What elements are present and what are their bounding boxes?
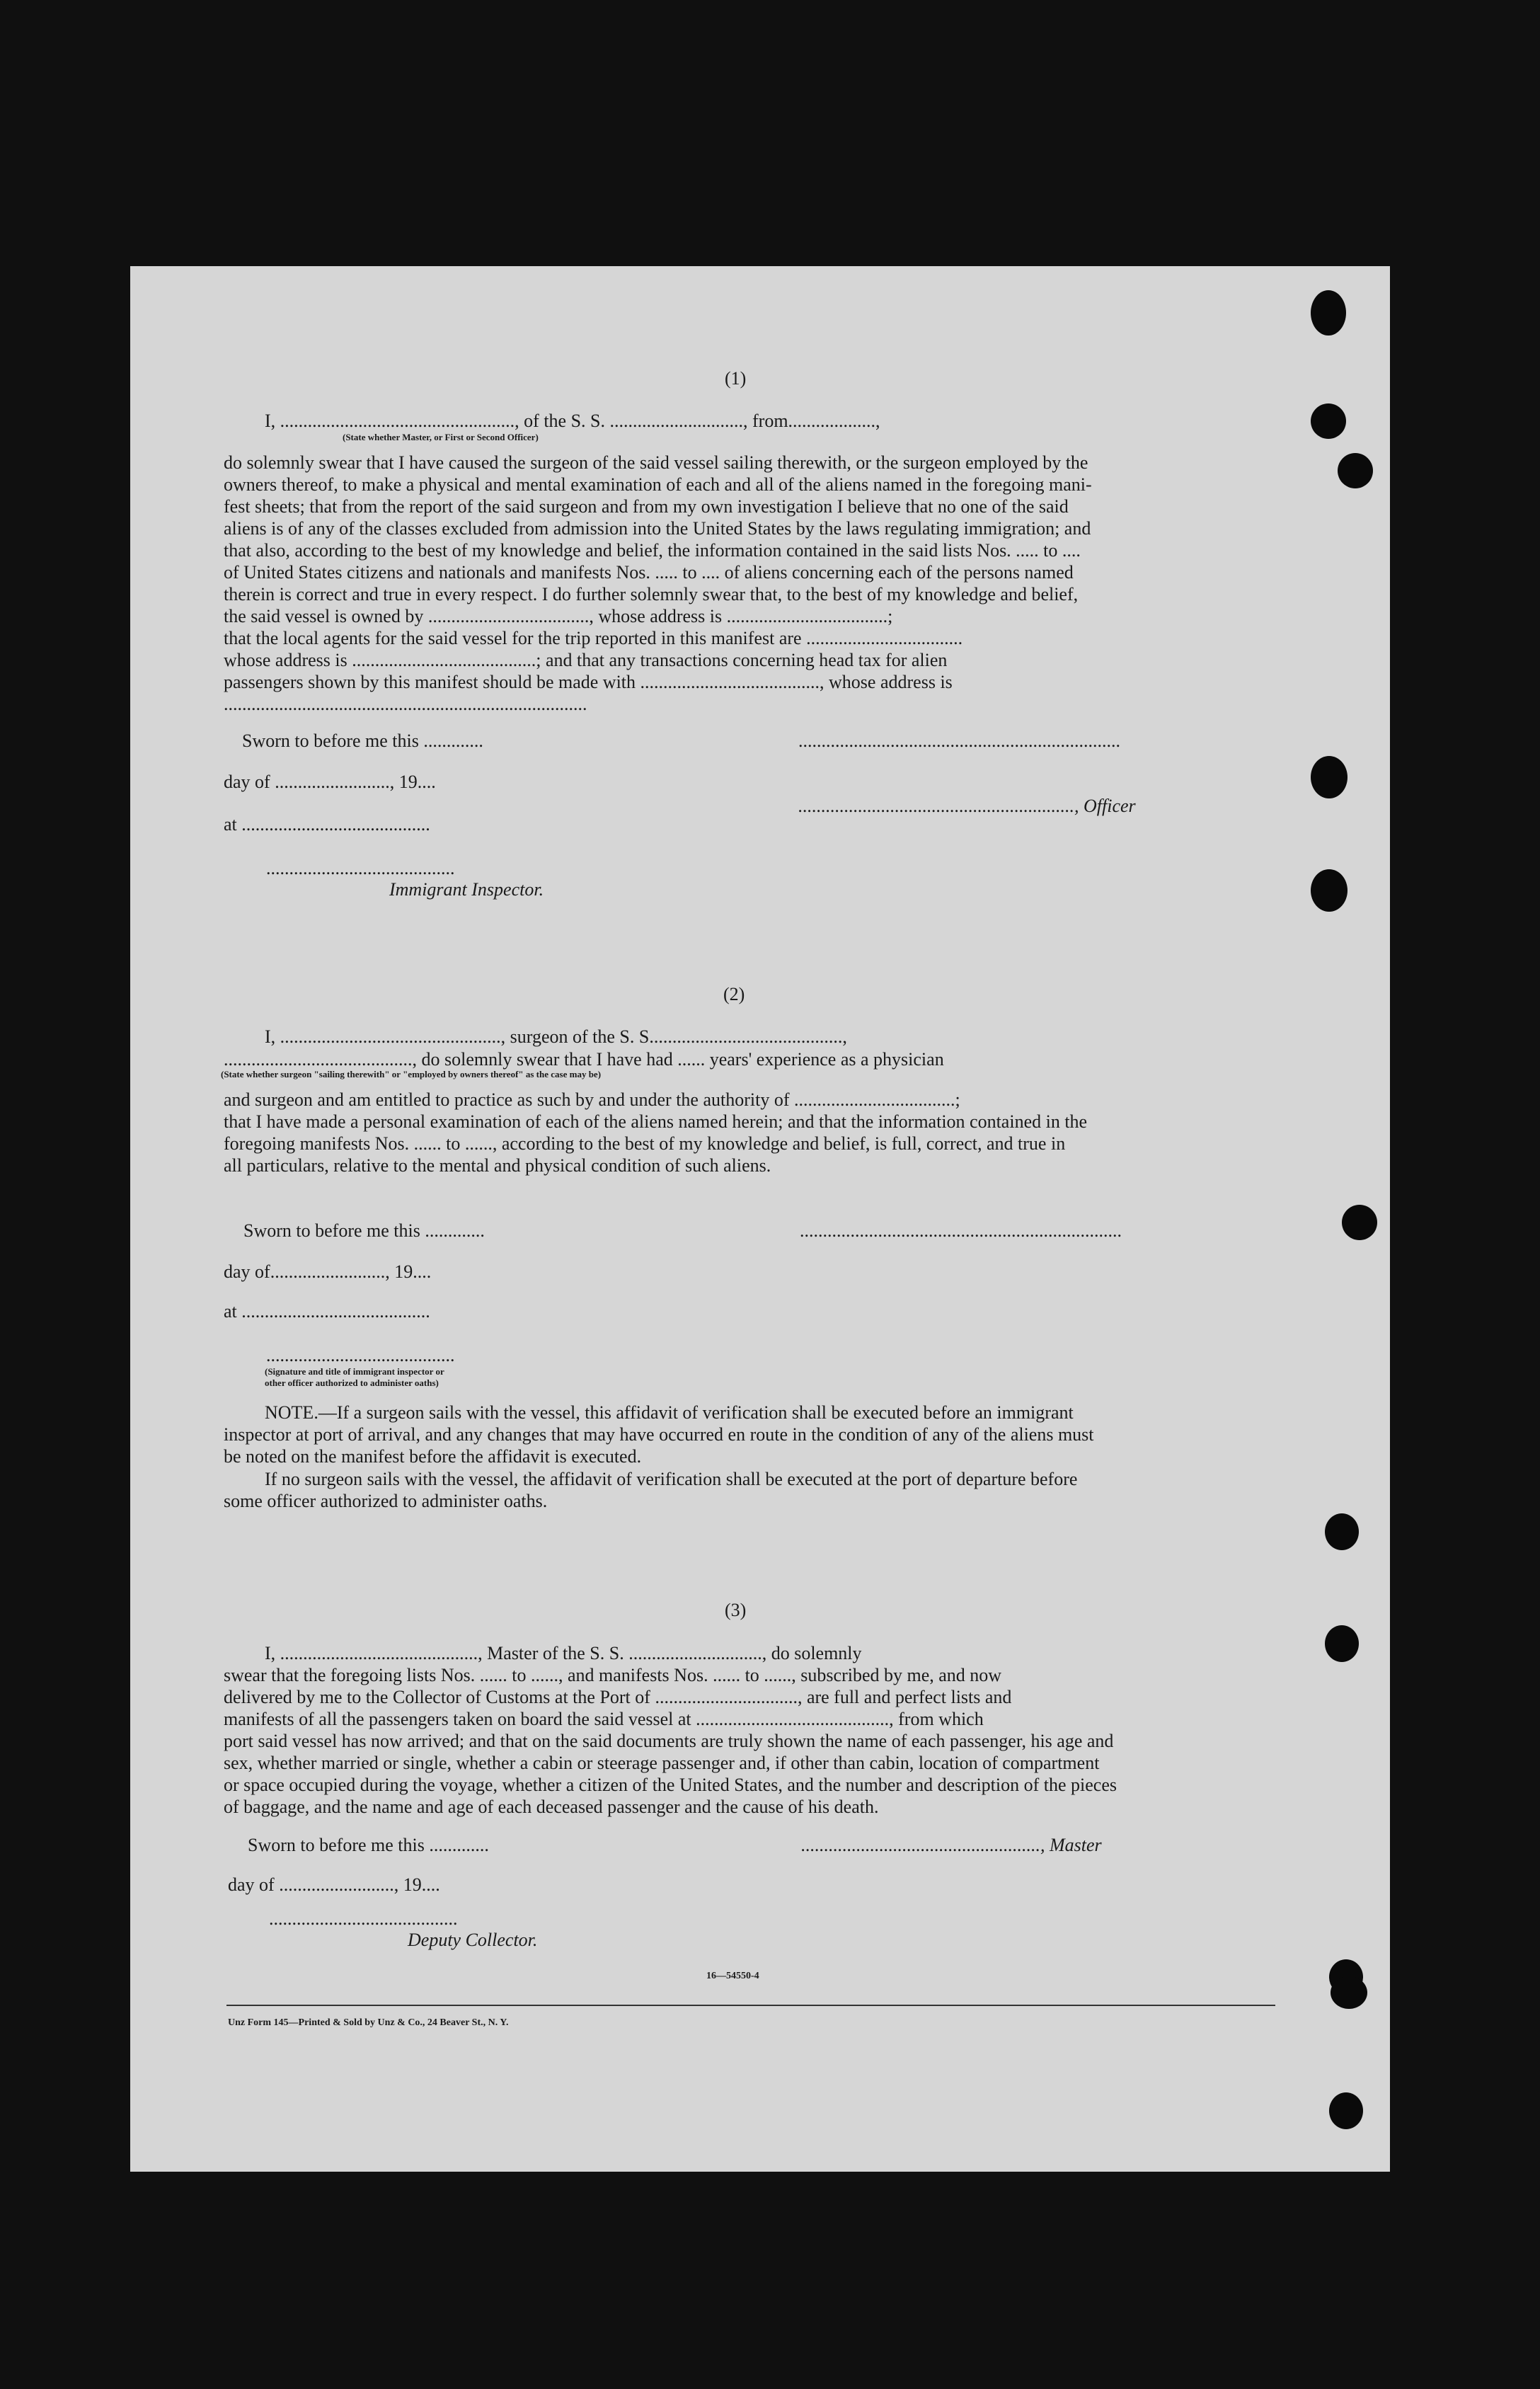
punch-hole [1325, 1625, 1359, 1662]
section-2-surgeon-caption: (State whether surgeon "sailing therewith" or "employed by owners thereof" as the case may be) [221, 1069, 602, 1079]
punch-hole [1311, 869, 1348, 912]
footer-rule [226, 2005, 1275, 2006]
section-2-signature-caption-1: (Signature and title of immigrant inspector or [265, 1366, 444, 1377]
section-1-oath-line: I, ..................................................., of the S. S. ............................., from..................., [265, 411, 880, 431]
punch-hole [1311, 403, 1346, 439]
section-1-oath-paragraph: do solemnly swear that I have caused the surgeon of the said vessel sailing therewith, or the surgeon employed by the owners thereof, to make a physical and mental examination of each and all of the aliens named in the foregoing mani- fest sheets; that from the report of the said surgeon and from my own investigation I believe that no one of the said aliens is of any of the classes excluded from admission into the United States by the laws regulating immigration; and that also, according to the best of my knowledge and belief, the information contained in the said lists Nos. ..... to .... of United States citizens and nationals and manifests Nos. ..... to .... of aliens concerning each of the persons named therein is correct and true in every respect. I do further solemnly swear that, to the best of my knowledge and belief, the said vessel is owned by ..................................., whose address is ...................................; that the local agents for the said vessel for the trip reported in this manifest are .................................. whose address is ........................................; and that any transactions concerning head tax for alien passengers shown by this manifest should be made with ......................................., whose address is ............................................................................... [224, 452, 1092, 714]
section-3-sworn: Sworn to before me this ............. [248, 1835, 489, 1855]
punch-hole [1311, 290, 1346, 336]
section-2-number: (2) [723, 984, 745, 1004]
section-2-oath-line: I, ................................................, surgeon of the S. S.........................................., [265, 1026, 847, 1047]
section-3-oath-paragraph: I, ..........................................., Master of the S. S. ............................., do solemnly swear that the foregoing lists Nos. ...... to ......, and manifests Nos. ...... to ......, subscribed by me, and now delivered by me to the Collector of Customs at the Port of ..............................., are full and perfect lists and manifests of all the passengers taken on board the said vessel at .........................................., from which port said vessel has now arrived; and that on the said documents are truly shown the name of each passenger, his age and sex, whether married or single, whether a cabin or steerage passenger and, if other than cabin, location of compartment or space occupied during the voyage, whether a citizen of the United States, and the number and description of the pieces of baggage, and the name and age of each deceased passenger and the cause of his death. [224, 1643, 1117, 1817]
section-2-signature-dots: ......................................... [266, 1345, 455, 1365]
section-1-officer-caption: (State whether Master, or First or Second Officer) [343, 432, 539, 442]
section-2-experience-line: ........................................., do solemnly swear that I have had ...... years' experience as a physician [224, 1049, 944, 1070]
section-1-signature-line: ...................................................................... [798, 731, 1120, 751]
section-2-oath-paragraph: and surgeon and am entitled to practice as such by and under the authority of ...................................; that I have made a personal examination of each of the aliens named herein; and that the information contained in the foregoing manifests Nos. ...... to ......, according to the best of my knowledge and belief, is full, correct, and true in all particulars, relative to the mental and physical condition of such aliens. [224, 1089, 1088, 1176]
punch-hole [1325, 1513, 1359, 1550]
document-page [130, 266, 1390, 2172]
punch-hole [1329, 2092, 1363, 2129]
section-2-signature-line: ...................................................................... [800, 1220, 1122, 1241]
section-2-signature-caption-2: other officer authorized to administer oaths) [265, 1377, 439, 1388]
section-2-note: NOTE.—If a surgeon sails with the vessel, this affidavit of verification shall be executed before an immigrant inspector at port of arrival, and any changes that may have occurred en route in the condition of any of the aliens must be noted on the manifest before the affidavit is executed. [224, 1402, 1094, 1467]
section-1-day: day of ........................., 19.... [224, 772, 436, 792]
section-2-sworn: Sworn to before me this ............. [243, 1220, 485, 1241]
section-3-collector-title: Deputy Collector. [408, 1930, 538, 1950]
section-1-officer-line: ............................................................, Officer [798, 796, 1136, 816]
section-1-sworn: Sworn to before me this ............. [242, 731, 483, 751]
punch-hole [1342, 1205, 1377, 1240]
punch-hole [1338, 453, 1373, 488]
punch-hole [1311, 756, 1348, 798]
section-2-day: day of........................., 19.... [224, 1261, 432, 1282]
section-3-collector-dots: ......................................... [269, 1908, 458, 1929]
section-3-master-line: ...................................................., Master [801, 1835, 1102, 1855]
section-1-number: (1) [725, 368, 747, 389]
section-2-at: at ......................................... [224, 1301, 430, 1322]
section-2-note-2: If no surgeon sails with the vessel, the affidavit of verification shall be executed at the port of departure before some officer authorized to administer oaths. [224, 1469, 1078, 1511]
section-1-at: at ......................................... [224, 814, 430, 835]
section-1-inspector-title: Immigrant Inspector. [389, 879, 544, 900]
form-number: 16—54550-4 [706, 1971, 759, 1981]
printer-footer: Unz Form 145—Printed & Sold by Unz & Co., 24 Beaver St., N. Y. [228, 2017, 509, 2028]
punch-hole [1331, 1976, 1367, 2009]
section-3-number: (3) [725, 1600, 747, 1620]
section-1-inspector-dots: ......................................... [266, 858, 455, 878]
section-3-day: day of ........................., 19.... [228, 1874, 440, 1895]
